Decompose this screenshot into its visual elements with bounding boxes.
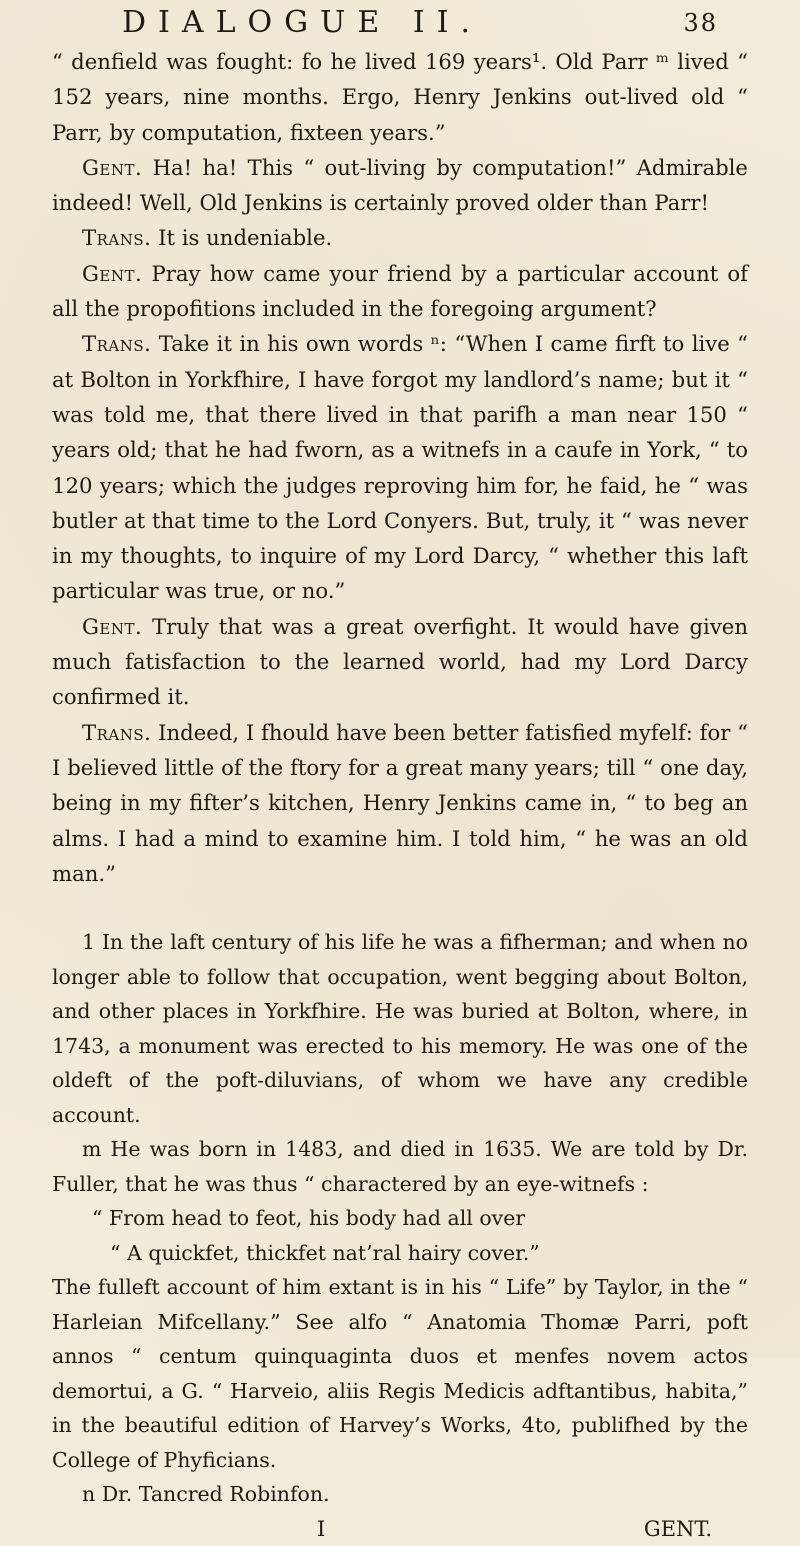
dialogue-paragraph [52, 220, 748, 255]
page-number: 38 [683, 9, 718, 37]
dialogue-paragraph [52, 150, 748, 221]
speaker-label: Gent. [82, 154, 143, 180]
dialogue-paragraph [52, 715, 748, 891]
footnote-marker: n [82, 1482, 96, 1507]
paragraph-text: Truly that was a great overfight. It would have given much fatisfaction to the learned world, had my Lord Darcy confirmed it. [52, 613, 748, 710]
paragraph-text: “ denfield was fought: fo he lived 169 years¹. Old Parr ᵐ lived “ 152 years, nine months. Ergo, Henry Jenkins out-lived old “ Parr, by computation, fixteen years.” [52, 49, 748, 145]
footnote-marker: m [82, 1137, 102, 1162]
paragraph-text: Take it in his own words ⁿ: “When I came firft to live “ at Bolton in Yorkfhire, I have forgot my landlord’s name; but it “ was told me, that there lived in that parifh a man near 150 “ years old; that he had fworn, as a witnefs in a caufe in York, “ to 120 years; which the judges reproving him for, he faid, he “ was butler at that time to the Lord Conyers. But, truly, it “ was never in my thoughts, to inquire of my Lord Darcy, “ whether this laft particular was true, or no.” [52, 331, 748, 604]
speaker-label: Gent. [82, 260, 143, 286]
dialogue-body [52, 44, 748, 891]
footnote [52, 1132, 748, 1201]
page-foot [52, 1512, 748, 1546]
speaker-label: Trans. [82, 225, 152, 251]
running-title: DIALOGUE II. [122, 5, 483, 40]
footnote-text: The fulleft account of him extant is in his “ Life” by Taylor, in the “ Harleian Mifcellany.” See alfo “ Anatomia Thomæ Parri, poft annos “ centum quinquaginta duos et menfes novem actos demortui, a G. “ Harveio, aliis Regis Medicis adftantibus, habita,” in the beautiful edition of Harvey’s Works, 4to, publifhed by the College of Phyficians. [52, 1275, 748, 1472]
footnote [52, 1477, 748, 1512]
speaker-label: Trans. [82, 719, 152, 745]
paragraph-text: Ha! ha! This “ out-living by computation!” Admirable indeed! Well, Old Jenkins is certainly proved older than Parr! [52, 154, 748, 216]
footnote-text: Dr. Tancred Robinfon. [101, 1482, 330, 1507]
dialogue-paragraph [52, 256, 748, 327]
paragraph-text: It is undeniable. [158, 225, 333, 251]
speaker-label: Gent. [82, 613, 143, 639]
speaker-label: Trans. [82, 331, 152, 357]
footnote [52, 1270, 748, 1477]
footnote-text: In the laft century of his life he was a fifherman; and when no longer able to follow that occupation, went begging about Bolton, and other places in Yorkfhire. He was buried at Bolton, where, in 1743, a monument was erected to his memory. He was one of the oldeft of the poft-diluvians, of whom we have any credible account. [52, 930, 748, 1127]
dialogue-paragraph [52, 326, 748, 608]
footnote [52, 925, 748, 1132]
paragraph-text: Pray how came your friend by a particular account of all the propofitions included in the foregoing argument? [52, 260, 748, 322]
paragraph-text: Indeed, I fhould have been better fatisfied myfelf: for “ I believed little of the ftory for a great many years; till “ one day, being in my fifter’s kitchen, Henry Jenkins came in, “ to beg an alms. I had a mind to examine him. I told him, “ he was an old man.” [52, 719, 748, 886]
footnotes [52, 925, 748, 1512]
verse-line: “ A quickfet, thickfet nat’ral hairy cover.” [110, 1240, 540, 1265]
catchword: GENT. [643, 1516, 712, 1541]
verse-line: “ From head to feot, his body had all over [92, 1206, 526, 1231]
signature-mark: I [317, 1516, 326, 1541]
running-head [52, 4, 748, 42]
footnote-text: He was born in 1483, and died in 1635. We are told by Dr. Fuller, that he was thus “ charactered by an eye-witnefs : [52, 1137, 748, 1196]
footnote-marker: 1 [82, 930, 96, 955]
dialogue-paragraph [52, 609, 748, 715]
dialogue-paragraph [52, 44, 748, 150]
